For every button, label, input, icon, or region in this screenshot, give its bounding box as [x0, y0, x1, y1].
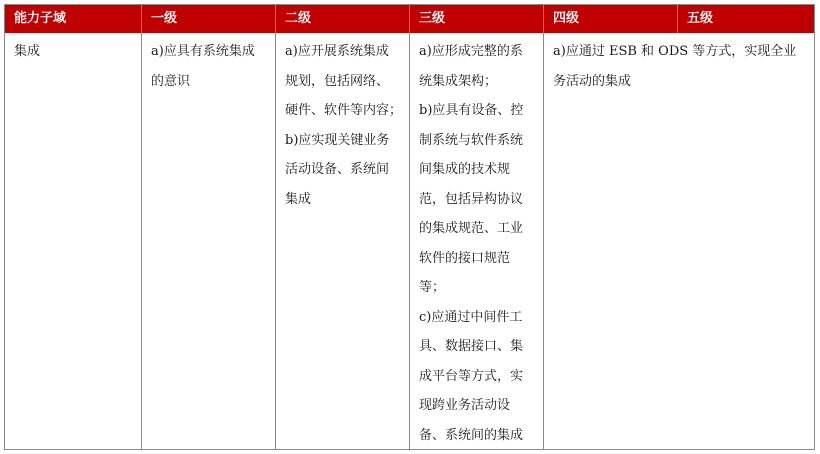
level-4-5-line: 务活动的集成 [553, 73, 632, 89]
header-level-2: 二级 [285, 11, 312, 26]
cell-level-1 [142, 33, 275, 96]
header-divider [677, 5, 678, 33]
level-3-line: 范，包括异构协议 [419, 191, 524, 207]
level-3-line: 的集成规范、工业 [419, 221, 524, 236]
level-3-line: 成平台等方式，实 [419, 368, 524, 384]
level-2-line: 硬件、软件等内容； [285, 103, 403, 118]
header-level-4: 四级 [553, 11, 580, 26]
cell-level-4-5 [544, 33, 814, 96]
level-2-line: 活动设备、系统间 [285, 162, 390, 177]
header-capability-subdomain: 能力子域 [14, 11, 67, 26]
level-3-line: 备、系统间的集成 [419, 427, 524, 443]
level-3-line: b)应具有设备、控 [419, 103, 524, 118]
header-level-3: 三级 [419, 11, 446, 26]
capability-table [4, 4, 815, 450]
level-2-line: 规划，包括网络、 [285, 73, 390, 89]
level-2-line: 集成 [285, 191, 312, 207]
level-3-line: 现跨业务活动设 [419, 398, 511, 413]
level-3-line: 间集成的技术规 [419, 162, 511, 177]
level-3-line: 统集成架构； [419, 73, 498, 89]
level-2-line: a)应开展系统集成 [285, 44, 389, 59]
level-3-line: c)应通过中间件工 [419, 309, 523, 325]
cell-level-3 [410, 33, 543, 450]
level-3-line: a)应形成完整的系 [419, 44, 523, 59]
level-3-line: 软件的接口规范 [419, 250, 511, 266]
level-1-line: 的意识 [151, 73, 191, 89]
level-2-line: b)应实现关键业务 [285, 132, 390, 148]
level-3-line: 具、数据接口、集 [419, 339, 524, 354]
cell-subdomain [5, 33, 141, 67]
header-level-5: 五级 [687, 11, 714, 26]
level-3-line: 制系统与软件系统 [419, 132, 524, 148]
cell-subdomain-text: 集成 [14, 44, 41, 59]
level-4-5-line: a)应通过 ESB 和 ODS 等方式，实现全业 [553, 44, 797, 59]
cell-level-2 [276, 33, 409, 214]
header-level-1: 一级 [151, 11, 178, 26]
level-3-line: 等； [419, 280, 446, 295]
level-1-line: a)应具有系统集成 [151, 44, 255, 59]
